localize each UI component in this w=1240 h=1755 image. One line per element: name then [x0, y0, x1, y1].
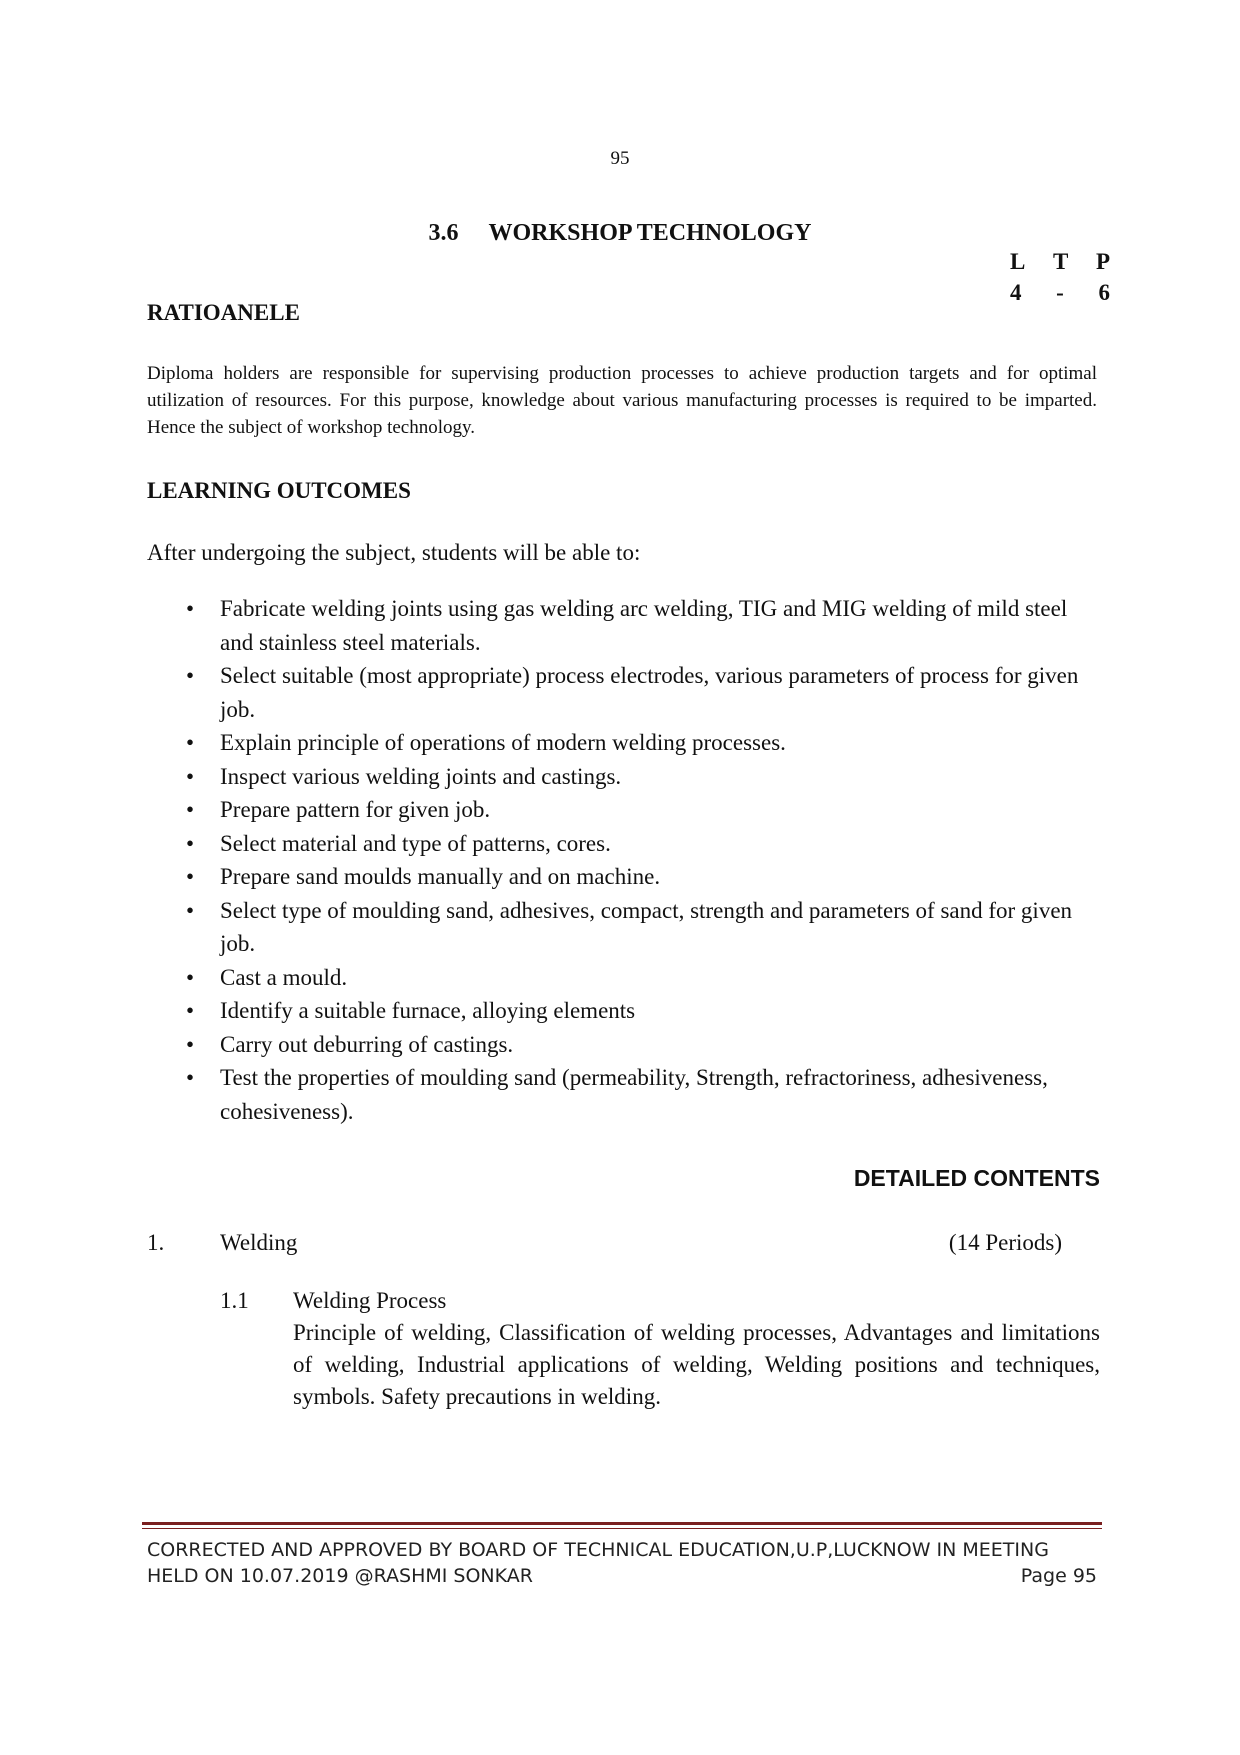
section-number: 3.6: [428, 220, 459, 246]
list-item-text: Inspect various welding joints and castings.: [220, 763, 622, 789]
list-item-text: Fabricate welding joints using gas welding arc welding, TIG and MIG welding of mild steel and stainless steel materials.: [220, 596, 1068, 655]
topic-number: 1.: [147, 1230, 165, 1255]
list-item: [180, 659, 1090, 726]
list-item-text: Prepare sand moulds manually and on machine.: [220, 864, 661, 889]
ltp-table: [1010, 246, 1110, 308]
list-item-text: Explain principle of operations of modern welding processes.: [220, 730, 786, 755]
list-item: [180, 592, 1090, 659]
section-title: [0, 220, 1240, 247]
bullet-icon: •: [186, 897, 195, 923]
list-item: [180, 726, 1090, 760]
bullet-icon: •: [186, 830, 195, 856]
ltp-value-p: 6: [1098, 280, 1110, 305]
list-item: [180, 860, 1090, 894]
list-item-text: Select material and type of patterns, cores.: [220, 830, 611, 856]
footer-line-2: HELD ON 10.07.2019 @RASHMI SONKAR: [147, 1565, 533, 1587]
detailed-contents-heading: DETAILED CONTENTS: [853, 1165, 1100, 1191]
subtopic-number: 1.1: [220, 1288, 249, 1313]
rationale-heading: RATIOANELE: [147, 300, 300, 325]
ltp-value-row: [1010, 277, 1110, 308]
bullet-icon: •: [186, 797, 195, 822]
subtopic-description: Principle of welding, Classification of welding processes, Advantages and limitations of welding, Industrial applications of welding, Welding positions and techniques, symbols. Safety precautions in welding.: [293, 1320, 1100, 1409]
bullet-icon: •: [186, 964, 195, 990]
list-item-text: Select suitable (most appropriate) process electrodes, various parameters of process for given job.: [220, 663, 1079, 722]
learning-outcomes-list: [180, 592, 1090, 1128]
list-item-text: Identify a suitable furnace, alloying elements: [220, 998, 636, 1023]
subtopic: [220, 1285, 1100, 1413]
list-item: [180, 760, 1090, 794]
list-item-text: Carry out deburring of castings.: [220, 1031, 514, 1057]
ltp-value-t: -: [1056, 280, 1064, 305]
footer-line-2-row: [147, 1563, 1097, 1589]
bullet-icon: •: [186, 864, 195, 889]
list-item: [180, 793, 1090, 827]
ltp-value-l: 4: [1010, 280, 1022, 305]
topic-name: Welding: [220, 1230, 298, 1255]
learning-outcomes-intro: After undergoing the subject, students will be able to:: [147, 540, 641, 565]
subtopic-body: [293, 1285, 1100, 1413]
ltp-header-p: P: [1095, 249, 1110, 274]
list-item: [180, 894, 1090, 961]
list-item-text: Select type of moulding sand, adhesives, compact, strength and parameters of sand for given job.: [220, 897, 1073, 956]
list-item: [180, 961, 1090, 995]
topic-periods: (14 Periods): [948, 1230, 1062, 1255]
list-item: [180, 1028, 1090, 1062]
section-title-text: WORKSHOP TECHNOLOGY: [488, 220, 812, 246]
rationale-text: Diploma holders are responsible for supervising production processes to achieve production targets and for optimal utilization of resources. For this purpose, knowledge about various manufacturing processes is required to be imparted. Hence the subject of workshop technology.: [147, 363, 1097, 438]
subtopic-title: Welding Process: [293, 1288, 447, 1313]
page-number: 95: [610, 148, 630, 169]
bullet-icon: •: [186, 1031, 195, 1057]
list-item: [180, 994, 1090, 1028]
footer-rule-thick: [142, 1522, 1102, 1525]
footer-line-1: CORRECTED AND APPROVED BY BOARD OF TECHNICAL EDUCATION,U.P,LUCKNOW IN MEETING: [147, 1539, 1049, 1561]
footer-page-label: Page 95: [1020, 1565, 1097, 1587]
bullet-icon: •: [186, 998, 195, 1023]
bullet-icon: •: [186, 763, 195, 789]
ltp-header-l: L: [1010, 249, 1026, 274]
footer-rule-thin: [142, 1528, 1102, 1529]
bullet-icon: •: [186, 1065, 195, 1090]
bullet-icon: •: [186, 596, 195, 621]
ltp-header-row: [1010, 246, 1110, 277]
learning-outcomes-heading: LEARNING OUTCOMES: [147, 478, 411, 503]
bullet-icon: •: [186, 663, 195, 688]
bullet-icon: •: [186, 730, 195, 755]
ltp-header-t: T: [1052, 249, 1069, 274]
list-item: [180, 1061, 1090, 1128]
footer: [147, 1537, 1097, 1589]
list-item-text: Test the properties of moulding sand (permeability, Strength, refractoriness, adhesiveness, cohesiveness).: [220, 1065, 1048, 1124]
list-item: [180, 827, 1090, 861]
list-item-text: Prepare pattern for given job.: [220, 797, 491, 822]
list-item-text: Cast a mould.: [220, 964, 348, 990]
